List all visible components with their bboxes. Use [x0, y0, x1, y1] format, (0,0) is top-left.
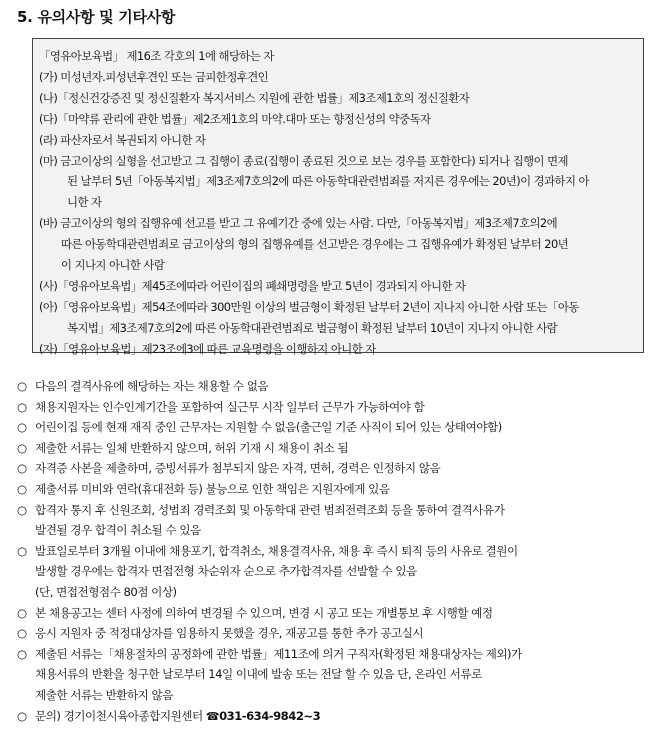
bullet-circle-icon: ○ [17, 646, 27, 661]
box-line: (가) 미성년자.피성년후견인 또는 금피한정후견인 [39, 69, 269, 84]
list-item: ○ 합격자 통지 후 신원조회, 성범죄 경력조회 및 아동학대 관련 범죄전력조회 등을 통하여 결격사유가 [17, 500, 657, 521]
list-item: ○ 어린이집 등에 현재 재직 중인 근무자는 지원할 수 없음(출근일 기준 사직이 되어 있는 상태여야함) [17, 417, 657, 438]
box-line: 니한 자 [67, 195, 102, 210]
bullet-circle-icon: ○ [17, 543, 27, 558]
section-title: 5. 유의사항 및 기타사항 [17, 8, 176, 26]
bullet-circle-icon: ○ [17, 605, 27, 620]
box-line: (라) 파산자로서 복권되지 아니한 자 [39, 132, 206, 147]
list-item: ○ 본 채용공고는 센터 사정에 의하여 변경될 수 있으며, 변경 시 공고 또는 개별통보 후 시행할 예정 [17, 603, 657, 624]
list-item-continuation: (단, 면접전형점수 80점 이상) [35, 584, 177, 599]
box-line: (아)「영유아보육법」제54조에따라 300만원 이상의 벌금형이 확정된 날부터 2년이 지나지 아니한 사람 또는「아동 [39, 299, 579, 314]
box-line: (자)「영유아보육법」제23조에3에 따른 교육명령을 이행하지 아니한 자 [39, 341, 376, 356]
bullet-circle-icon: ○ [17, 461, 27, 476]
list-item-continuation: 채용서류의 반환을 청구한 날로부터 14일 이내에 발송 또는 전달 할 수 있음 단, 온라인 서류로 [35, 667, 482, 682]
list-item: ○ 자격증 사본을 제출하며, 증빙서류가 첨부되지 않은 자격, 면허, 경력은 인정하지 않음 [17, 458, 657, 479]
bullet-circle-icon: ○ [17, 502, 27, 517]
list-item-continuation: 제출한 서류는 반환하지 않음 [35, 687, 173, 702]
disqualification-box [32, 38, 644, 356]
bullet-circle-icon: ○ [17, 420, 27, 435]
phone-icon: ☎ [205, 709, 220, 723]
box-line: (사)「영유아보육법」제45조에따라 어린이집의 폐쇄명령을 받고 5년이 경과되지 아니한 자 [39, 278, 466, 293]
list-item: ○ 채용지원자는 인수인계기간을 포함하여 실근무 시작 일부터 근무가 가능하여야 함 [17, 397, 657, 418]
box-line: 「영유아보육법」 제16조 각호의 1에 해당하는 자 [39, 49, 274, 63]
box-line: 따른 아동학대관련범죄로 금고이상의 형의 집행유예를 선고받은 경우에는 그 집행유예가 확정된 날부터 20년 [61, 237, 569, 252]
bullet-circle-icon: ○ [17, 481, 27, 496]
contact-phone: 031-634-9842~3 [219, 708, 321, 723]
box-line: (마) 금고이상의 실형을 선고받고 그 집행이 종료(집행이 종료된 것으로 보는 경우를 포함한다) 되거나 집행이 면제 [39, 153, 568, 168]
list-item: ○ 응시 지원자 중 적정대상자를 임용하지 못했을 경우, 재공고를 통한 추가 공고실시 [17, 623, 657, 644]
list-item: ○ 다음의 결격사유에 해당하는 자는 채용할 수 없음 [17, 376, 657, 397]
list-item: ○ 제출서류 미비와 연락(휴대전화 등) 불능으로 인한 책임은 지원자에게 있음 [17, 479, 657, 500]
contact-label: 문의) 경기이천시육아종합지원센터 [35, 708, 203, 723]
bullet-circle-icon: ○ [17, 626, 27, 641]
list-item-continuation: 발견될 경우 합격이 취소될 수 있음 [35, 523, 201, 538]
box-line: 된 날부터 5년「아동복지법」제3조제7호의2에 따른 아동학대관련범죄를 저지른 경우에는 20년)이 경과하지 아 [67, 174, 589, 189]
box-line: (나)「정신건강증진 및 정신질환자 복지서비스 지원에 관한 법률」제3조제1호의 정신질환자 [39, 90, 470, 105]
box-line: 복지법」제3조제7호의2에 따른 아동학대관련범죄로 벌금형이 확정된 날부터 10년이 지나지 아니한 사람 [67, 320, 558, 335]
notes-list [17, 376, 657, 727]
list-item: ○ 제출한 서류는 일체 반환하지 않으며, 허위 기재 시 채용이 취소 됨 [17, 438, 657, 459]
list-item: ○ 제출된 서류는「채용절차의 공정화에 관한 법률」제11조에 의거 구직자(확정된 채용대상자는 제외)가 [17, 644, 657, 665]
list-item: ○ 발표일로부터 3개월 이내에 채용포기, 합격취소, 채용결격사유, 채용 후 즉시 퇴직 등의 사유로 결원이 [17, 541, 657, 562]
bullet-circle-icon: ○ [17, 399, 27, 414]
box-line: (바) 금고이상의 형의 집행유예 선고를 받고 그 유예기간 중에 있는 사람. 다만,「아동복지법」제3조제7호의2에 [39, 216, 558, 231]
box-line: 이 지나지 아니한 사람 [61, 258, 165, 273]
bullet-circle-icon: ○ [17, 708, 27, 723]
bullet-circle-icon: ○ [17, 379, 27, 393]
bullet-circle-icon: ○ [17, 440, 27, 455]
box-line: (다)「마약류 관리에 관한 법률」제2조제1호의 마약.대마 또는 향정신성의 약중독자 [39, 111, 431, 126]
list-item-continuation: 발생할 경우에는 합격자 면접전형 차순위자 순으로 추가합격자를 선발할 수 있음 [35, 564, 417, 579]
contact-line [17, 706, 657, 728]
